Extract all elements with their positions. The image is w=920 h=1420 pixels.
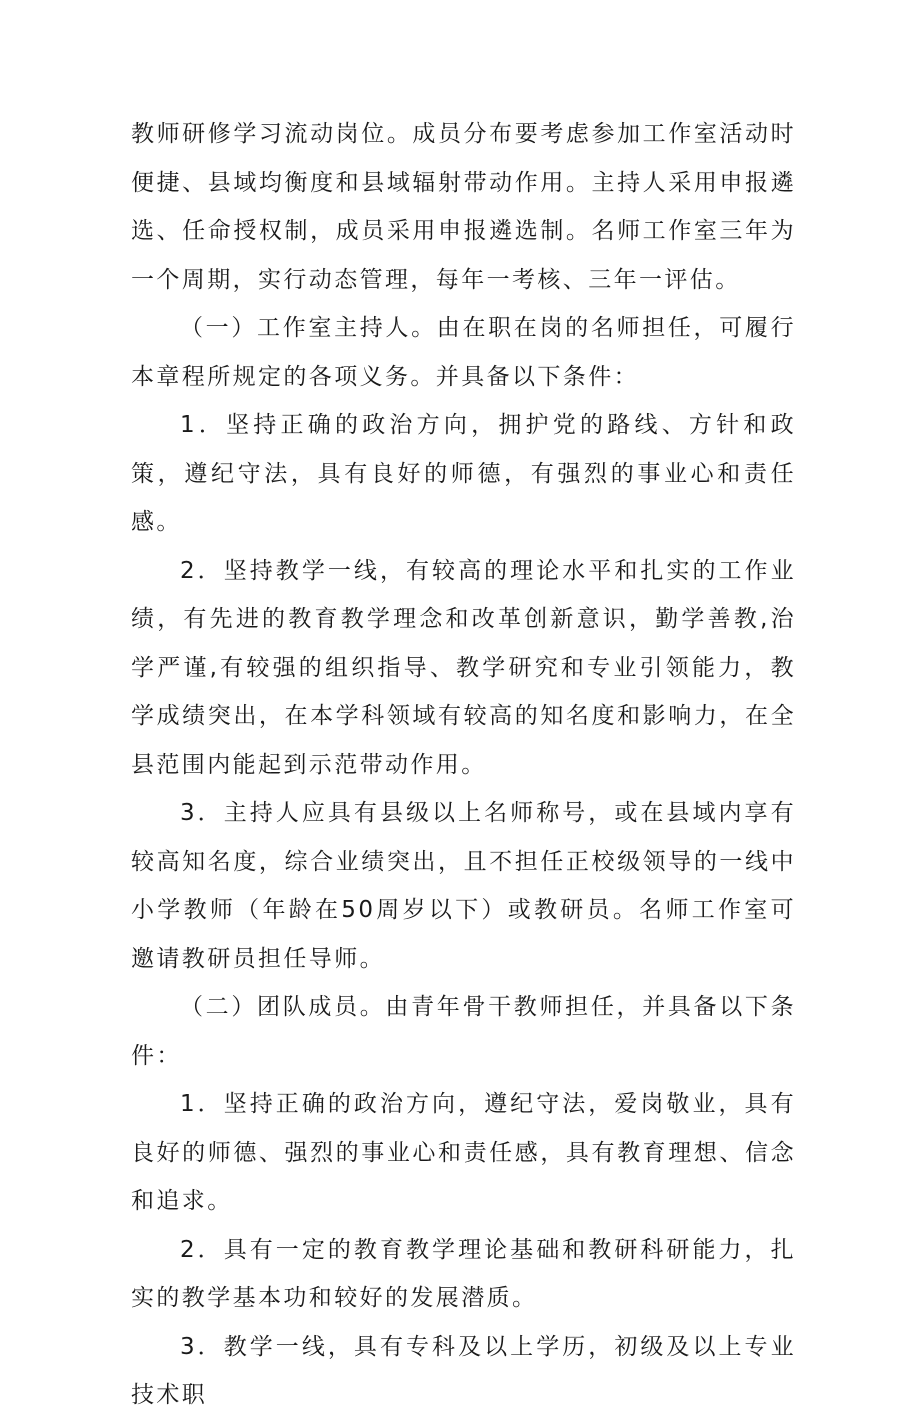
paragraph-host-condition-2: 2．坚持教学一线，有较高的理论水平和扎实的工作业绩，有先进的教育教学理念和改革创新意识，勤学善教,治学严谨,有较强的组织指导、教学研究和专业引领能力，教学成绩突出，在本学科领域有较高的知名度和影响力，在全县范围内能起到示范带动作用。: [131, 557, 796, 778]
paragraph-host-condition-3: 3．主持人应具有县级以上名师称号，或在县域内享有较高知名度，综合业绩突出，且不担任正校级领导的一线中小学教师（年龄在50周岁以下）或教研员。名师工作室可邀请教研员担任导师。: [131, 800, 796, 972]
paragraph-host-condition-1: 1．坚持正确的政治方向，拥护党的路线、方针和政策，遵纪守法，具有良好的师德，有强烈的事业心和责任感。: [131, 412, 796, 535]
paragraph-member-condition-1: 1．坚持正确的政治方向，遵纪守法，爱岗敬业，具有良好的师德、强烈的事业心和责任感，具有教育理想、信念和追求。: [131, 1091, 796, 1214]
paragraph-members-heading: （二）团队成员。由青年骨干教师担任，并具备以下条件：: [131, 994, 796, 1069]
paragraph-host-heading: （一）工作室主持人。由在职在岗的名师担任，可履行本章程所规定的各项义务。并具备以下条件：: [131, 315, 796, 390]
document-body: [131, 110, 796, 1420]
paragraph-continuation: 教师研修学习流动岗位。成员分布要考虑参加工作室活动时便捷、县域均衡度和县域辐射带动作用。主持人采用申报遴选、任命授权制，成员采用申报遴选制。名师工作室三年为一个周期，实行动态管理，每年一考核、三年一评估。: [131, 121, 796, 293]
paragraph-member-condition-3: 3．教学一线，具有专科及以上学历，初级及以上专业技术职: [131, 1333, 796, 1408]
paragraph-member-condition-2: 2．具有一定的教育教学理论基础和教研科研能力，扎实的教学基本功和较好的发展潜质。: [131, 1236, 796, 1311]
